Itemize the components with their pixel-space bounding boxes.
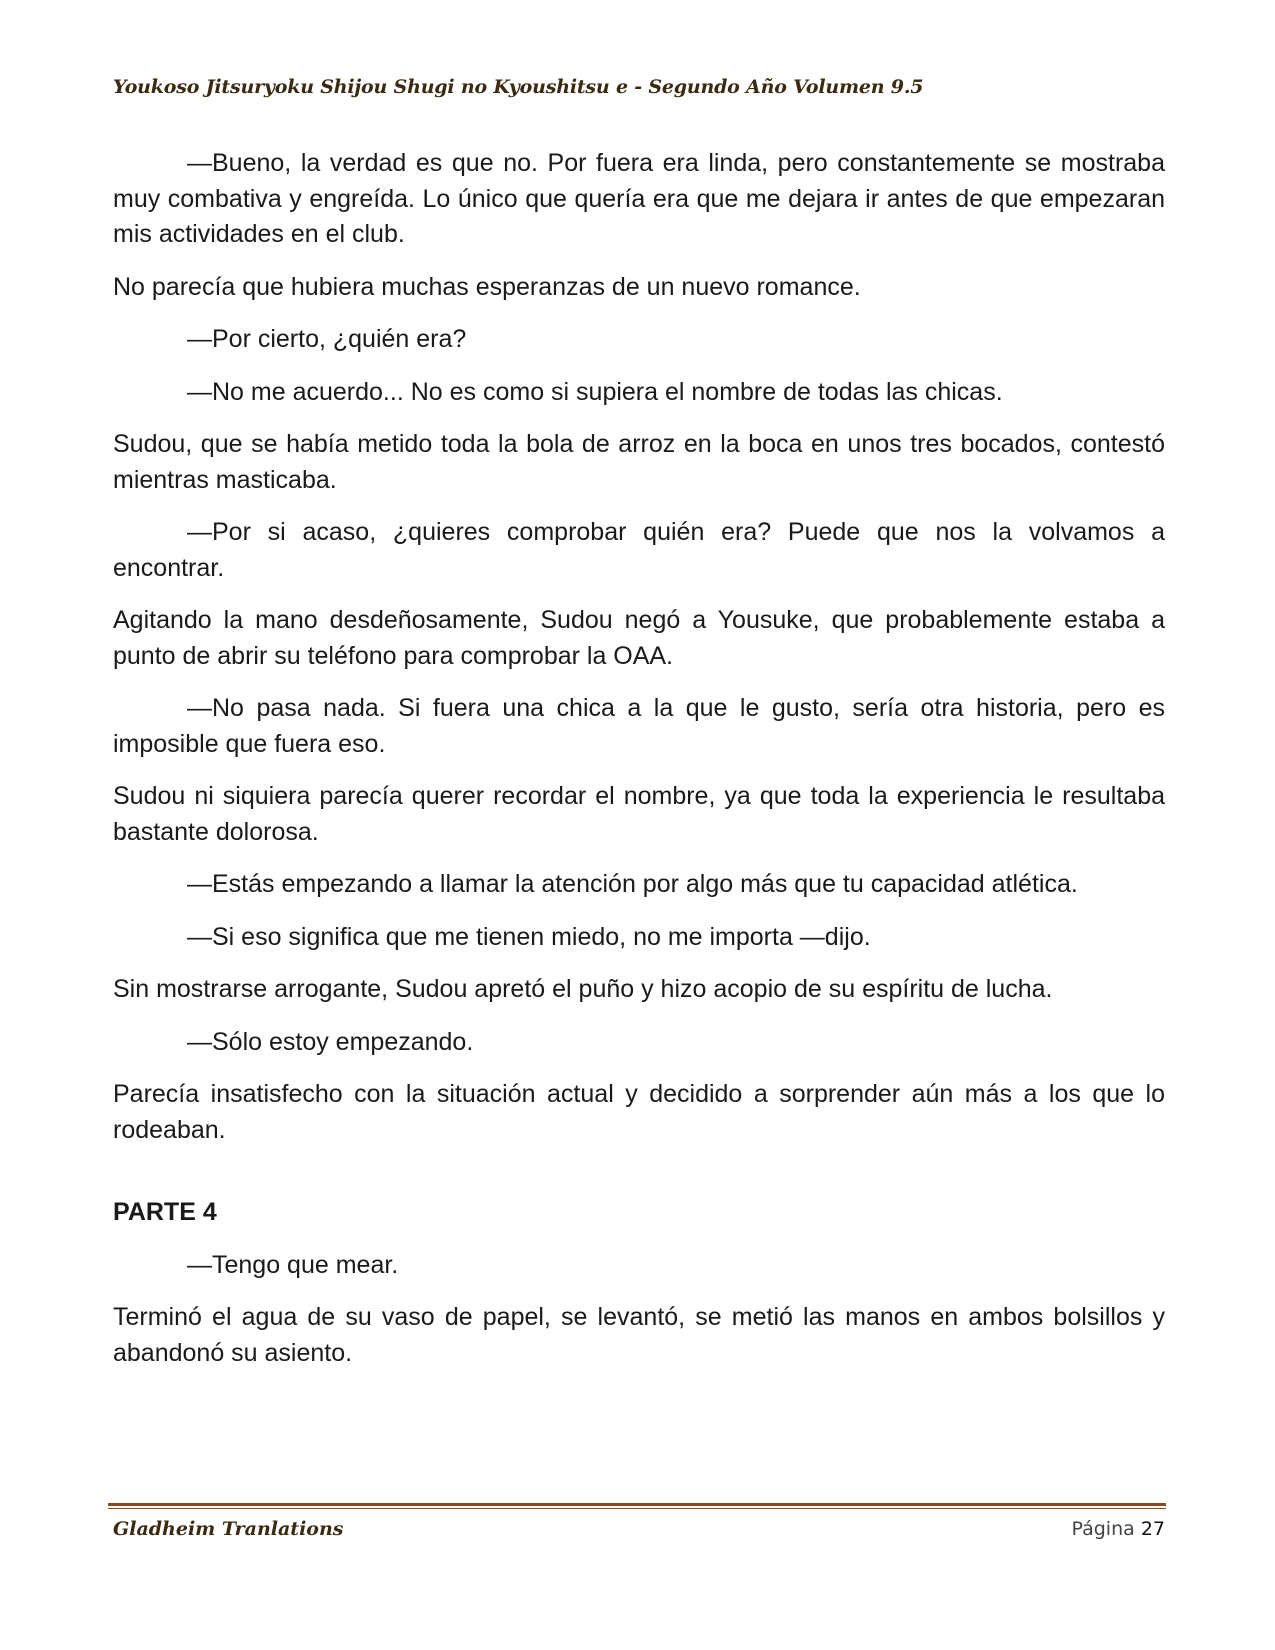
paragraph-dialogue: —Tengo que mear. <box>187 1250 399 1279</box>
body-text <box>113 146 1165 1388</box>
paragraph-narration: Sudou ni siquiera parecía querer recordar el nombre, ya que toda la experiencia le resultaba bastante dolorosa. <box>113 782 1165 846</box>
page-number-value: 27 <box>1140 1518 1165 1540</box>
paragraph-narration: Sin mostrarse arrogante, Sudou apretó el puño y hizo acopio de su espíritu de lucha. <box>113 975 1053 1003</box>
footer-credit: Gladheim Tranlations <box>113 1518 344 1540</box>
paragraph-narration: Agitando la mano desdeñosamente, Sudou negó a Yousuke, que probablemente estaba a punto de abrir su teléfono para comprobar la OAA. <box>113 606 1165 670</box>
page-label: Página <box>1071 1518 1135 1540</box>
paragraph-narration: No parecía que hubiera muchas esperanzas de un nuevo romance. <box>113 272 861 301</box>
paragraph-dialogue: —Sólo estoy empezando. <box>187 1027 474 1056</box>
paragraph-dialogue: —Bueno, la verdad es que no. Por fuera era linda, pero constantemente se mostraba muy combativa y engreída. Lo único que quería era que me dejara ir antes de que empezaran mis actividades en el club. <box>113 149 1165 248</box>
footer-divider <box>108 1503 1166 1509</box>
paragraph-dialogue: —Por cierto, ¿quién era? <box>187 325 467 353</box>
running-header: Youkoso Jitsuryoku Shijou Shugi no Kyoushitsu e - Segundo Año Volumen 9.5 <box>113 76 924 98</box>
paragraph-narration: Sudou, que se había metido toda la bola de arroz en la boca en unos tres bocados, contestó mientras masticaba. <box>113 430 1165 494</box>
paragraph-narration: Parecía insatisfecho con la situación actual y decidido a sorprender aún más a los que lo rodeaban. <box>113 1080 1165 1144</box>
section-heading: PARTE 4 <box>113 1198 217 1226</box>
paragraph-dialogue: —Si eso significa que me tienen miedo, no me importa —dijo. <box>187 922 871 951</box>
paragraph-dialogue: —No pasa nada. Si fuera una chica a la que le gusto, sería otra historia, pero es imposible que fuera eso. <box>113 694 1165 758</box>
paragraph-narration: Terminó el agua de su vaso de papel, se levantó, se metió las manos en ambos bolsillos y abandonó su asiento. <box>113 1303 1165 1367</box>
paragraph-dialogue: —No me acuerdo... No es como si supiera el nombre de todas las chicas. <box>187 377 1003 406</box>
paragraph-dialogue: —Por si acaso, ¿quieres comprobar quién era? Puede que nos la volvamos a encontrar. <box>113 518 1165 582</box>
paragraph-dialogue: —Estás empezando a llamar la atención por algo más que tu capacidad atlética. <box>187 870 1078 898</box>
page-number <box>1071 1518 1165 1540</box>
